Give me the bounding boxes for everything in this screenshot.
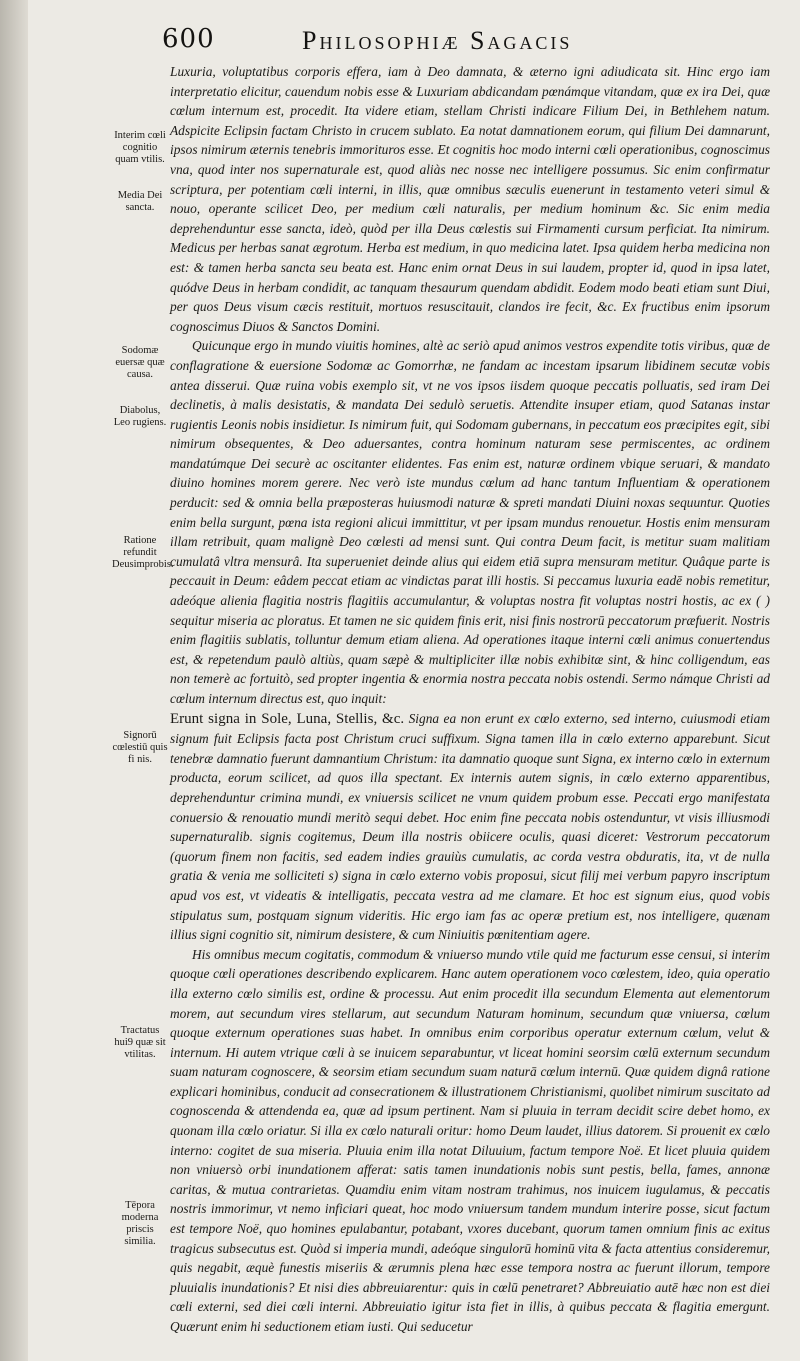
paragraph [170, 336, 770, 944]
margin-note: Interim cœli cognitio quam vtilis. [114, 130, 166, 165]
margin-note: Tēpora moderna priscis similia. [121, 1200, 159, 1247]
margin-note: Sodomæ euersæ quæ causa. [115, 345, 165, 380]
paragraph-text: Signa ea non erunt ex cœlo externo, sed interno, cuiusmodi etiam signum fuit Eclipsis facta post Christum cruci suffixum. Signa tamen illa in cœlo externo apparebunt. Sicut tenebræ damnatio fuerunt damnantium Christum: ita damnatio quoque sunt Signa, ex interno cœlo in externum producta, eorum scilicet, ad quos illa spectant. Ex internis autem signis, in cœlo externo apparentibus, deprehenduntur crimina mundi, ex vniuersis scilicet ne vnum quidem probum esse. Peccati ergo manifestata conuersio & renouatio mundi meritò sequi debet. Hoc enim fine peccata nobis ostenduntur, vt visis illiusmodi supernaturalib. signis cogitemus, Deum illa nostris obiicere oculis, quasi diceret: Vestrorum peccatorum (quorum finem non facitis, sed eadem indies grauiùs cumulatis, ac corda vestra obduratis, ita, vt de nulla gratia & venia me solliciteti s) signa in cœlo externo vobis proposui, sicut filij mei verbum papyro inscriptum apud vos est, vt videatis & intelligatis, peccata vestra ad me clamare. Et hoc est signum eius, quod vobis stipulatus sum, postquam signum videritis. Hic ergo iam fas ac operæ pretium est, nos intelligere, quænam illius signi cognitio sit, nimirum desistere, & cum Niniuitis pœnitentiam agere. [170, 710, 770, 943]
margin-note: Signorū cœlestiū quis fi nis. [112, 730, 168, 765]
page-number: 600 [162, 24, 215, 54]
paragraph: Luxuria, voluptatibus corporis effera, iam à Deo damnata, & æterno igni adiudicata sit. Hinc ergo iam interpretatio elicitur, cauendum nobis esse & Luxuriam abdicandam pœnámque vitandam, quæ ex ira Dei, quæ cœlum internum est, procedit. Ita videre etiam, stellam Christi indicare Filium Dei, in Bethlehem natum. Adspicite Eclipsin factam Christo in crucem sublato. Ea notat damnationem eorum, qui filium Dei damnarunt, ipsos nimirum æternis tenebris immorituros esse. Et cognitis hoc modo interni cœli operationibus, cognoscimus vna, quod inter nos supernaturale est, quod aliàs nec nosse nec intelligere possumus. Sic enim confirmatur scriptura, per potentiam cœli interni, in illis, quæ omnibus sæculis euenerunt in testamento veteri simul & nouo, operante scilicet Deo, per medium cœli naturalis, per medium hominum &c. Sic enim media deprehenduntur esse sancta, ideò, quòd per illa Deus cœlestis sui Firmamenti cursum perficiat. Ita nimirum. Medicus per herbas sanat ægrotum. Herba est medium, in quo medicina latet. Ipsa quidem herba medicina non est: & tamen herba sancta seu beata est. Hanc enim ornat Deus in sui laudem, propter id, quod in ipsa latet, quódve Deus in herbam condidit, ac tanquam thesaurum quendam abdidit. Eodem modo beati etiam sunt Diui, per quos Deus visum cæcis restituit, mortuos resuscitauit, clandos ire fecit, &c. Ex fructibus enim ipsorum cognoscimus Diuos & Sanctos Domini. [170, 64, 770, 334]
margin-note: Media Dei sancta. [117, 190, 163, 213]
page-gutter-shadow [0, 0, 28, 1361]
margin-note: Ratione refundit Deusimprobis. [112, 535, 174, 570]
running-title: Philosophiæ Sagacis [302, 26, 573, 55]
page-header [162, 24, 650, 64]
paragraph-text: Quicunque ergo in mundo viuitis homines, altè ac seriò apud animos vestros expendite totis viribus, quæ de conflagratione & euersione Sodomæ ac Gomorrhæ, ne fandam ac incestam ipsarum libidinem secutæ vobis antea disserui. Quæ ruina vobis exemplo sit, vt ne vos ipsos iisdem quoque peccatis polluatis, sed iram Dei declinetis, à malis desistatis, & mandata Dei sedulò seruetis. Attendite insuper etiam, quod Satanas instar rugientis Leonis nobis insidietur. Is nimirum fuit, qui Sodomam gubernans, in peccatum eos præcipites egit, sibi nimirum obsequentes, & Deo aduersantes, contra hominum naturam sese permiscentes, ac ordinem mandatúmque Dei securè ac oscitanter elidentes. Fas enim est, naturæ ordinem vbique seruari, & mandato diuino homines morem gerere. Nec verò iste mundus cœlum ad hanc tantum Influentiam & operationem perducit: sed & omnia bella præposteras huiusmodi naturæ & spreti mandati Diuini noxas sequuntur. Quoties enim bella surgunt, pœna ista regioni alicui immittitur, vt per ipsam mundus renouetur. Hostis enim mensuram illam retribuit, quam malignè Deo cœlesti ad mensi sunt. Qui contra Deum facit, is metitur suam malitiam cumulatâ vltra mensurâ. Ita superueniet deinde alius qui eidem etiā supra mensuram metitur. Quâque parte is peccauit in Deum: eâdem peccat etiam ac vindictas parat illi hostis. Si peccamus luxuria eadē nobis remetitur, adeóque alienia flagitia nostris flagitiis accumulantur, & voluptas nostra fit voluptas nostri hostis, ac ex ( ) sequitur miseria ac ploratus. Et tamen ne sic quidem finis erit, nisi finis nostrorū peccatorum præfuerit. Nostris enim flagitiis sublatis, tolluntur demum etiam aliena. Ad operationes itaque interni cœli animus conuertendus est, & repetendum paulò altiùs, quam sæpè & multipliciter illæ nobis exhibitæ sint, & hinc colligendum, eas non temerè ac fortuitò, sed propter ingentia & enormia nostra peccata nobis ostendi. Sermo námque Christi ad cœlum internum directus est, quo inquit: [170, 338, 770, 706]
scripture-quote: Erunt signa in Sole, Luna, Stellis, &c. [170, 710, 405, 727]
margin-note: Tractatus hui9 quæ sit vtilitas. [114, 1025, 166, 1060]
margin-note: Diabolus, Leo rugiens. [113, 405, 167, 428]
paragraph: His omnibus mecum cogitatis, commodum & vniuerso mundo vtile quid me facturum esse censui, si interim quoque cœli operationes describendo explicarem. Hanc autem operationem voco cœlestem, ideo, quia operatio illa externo cœlo similis est, ordine & processu. Aut enim procedit illa secundum Elementa aut elementorum morem, aut secundum vires stellarum, aut secundum Naturam hominum, secundum quæ vniuersa, cœlum quoque externum operationes suas habet. In omnibus enim corporibus operatur externum cœlum, velut & internum. Hi autem vtrique cœli à se inuicem separabuntur, vt liceat homini seorsim cœlū externum secundum suam naturam cognoscere, & seorsim etiam secundum suam naturā cœlum internū. Quæ quidem dignâ ratione explicari hominibus, conducit ad consecrationem & illustrationem Christianismi, quolibet nimirum suscitato ad cognoscenda & attendenda ea, quæ ad ipsum pertinent. Nam si pluuia in terram decidit scire debet homo, ex quonam illa cœlo oriatur. Si illa ex cœlo naturali oritur: homo Deum laudet, illius datorem. Si prouenit ex cœlo interno: cogitet de sua miseria. Pluuia enim illa notat Diluuium, factum tempore Noë. Et licet pluuia quidem non vniuersò orbi inundationem afferat: satis tamen inundationis nobis sunt pestis, bella, fames, annonæ caritas, & mutua contrarietas. Quamdiu enim vitam nostram trahimus, nos inuicem iugulamus, & peccatis nostris immorimur, vt nemo inficiari queat, hoc modo vniuersum tandem mundum interire posse, sicut factum est tempore Noë, quo homines epulabantur, potabant, vxores ducebant, quorum tamen omnium finis ac exitus tragicus subsecutus est. Quòd si imperia mundi, adeóque singulorū hominū vita & facta attentius consideremur, quis negabit, æquè funestis miseriis & ærumnis plena hæc esse tempora nostra ac fuerunt illorum, tempore pluuialis inundationis? Et nisi dies abbreuiarentur: quis in cœlū penetraret? Abbreuiatio autē hæc non est diei cœli externi, sed diei cœli interni. Abbreuiatio igitur ista fiet in illis, à quibus peccata & flagitia emergunt. Quærunt enim hi seductionem etiam iusti. Qui seducetur [170, 946, 770, 1334]
main-text [170, 62, 770, 1337]
